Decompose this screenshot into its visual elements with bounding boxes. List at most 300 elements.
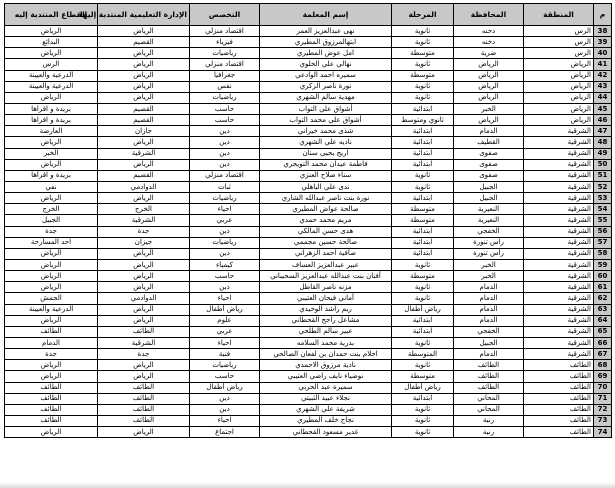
row-number-cell: 56 [594,226,612,237]
table-cell: حاسب [190,371,260,382]
table-cell: ثانوية [392,259,454,270]
table-cell: حاسب [190,103,260,114]
row-number-cell: 59 [594,259,612,270]
table-cell: رياض أطفال [190,304,260,315]
table-cell: الطائف [98,393,190,404]
table-cell: الرياض [5,282,98,293]
table-cell: الرس [524,48,594,59]
row-number-cell: 67 [594,349,612,360]
table-cell: الطائف [524,393,594,404]
table-cell: الخرج [98,204,190,215]
row-number-cell: 54 [594,204,612,215]
table-cell: الرياض [5,48,98,59]
table-cell: القصيم [98,170,190,181]
table-cell: سميرة عبد الحربي [260,382,392,393]
table-cell: عربي [190,326,260,337]
table-cell: الطائف [524,371,594,382]
table-cell: القطيف [454,137,524,148]
table-row [5,204,612,215]
table-cell: ابتدائية [392,326,454,337]
table-cell: الطائف [5,326,98,337]
table-cell: فنية [190,349,260,360]
table-cell: الدرعية والعيينة [5,81,98,92]
table-cell: متوسطة [392,371,454,382]
row-number-cell: 65 [594,326,612,337]
table-cell: الدمام [454,349,524,360]
table-cell: متوسطة [392,70,454,81]
table-cell: جدة [98,226,190,237]
table-cell: رياضيات [190,360,260,371]
table-cell: الجمش [5,293,98,304]
table-cell: الشرقية [524,304,594,315]
table-cell: الدرعية والعيينة [5,70,98,81]
table-cell: الرياض [454,70,524,81]
table-cell: احياء [190,337,260,348]
table-cell: الرياض [524,103,594,114]
table-row [5,304,612,315]
table-row [5,148,612,159]
row-number-cell: 41 [594,59,612,70]
row-number-cell: 55 [594,215,612,226]
table-cell: الرياض [98,48,190,59]
table-cell: الطائف [454,371,524,382]
table-row [5,393,612,404]
table-cell: ثانوية [392,360,454,371]
table-cell: الشرقية [524,204,594,215]
table-cell: الشرقية [524,337,594,348]
table-cell: فيزياء [190,37,260,48]
row-number-cell: 71 [594,393,612,404]
table-cell: الشرقية [524,193,594,204]
table-cell: راس تنورة [454,237,524,248]
table-cell: الخبر [454,259,524,270]
table-cell: الشرقية [524,137,594,148]
table-row [5,248,612,259]
table-cell: جدة [5,349,98,360]
table-cell: جدة [5,226,98,237]
table-row [5,415,612,426]
table-cell: الشرقية [524,315,594,326]
table-cell: الرياض [98,427,190,438]
table-cell: سميره احمد الوادعي [260,70,392,81]
table-cell: صالحة حسين مجممي [260,237,392,248]
table-cell: الطائف [98,326,190,337]
table-cell: الطائف [454,360,524,371]
table-cell: حاسب [190,115,260,126]
table-cell: ابتدائية [392,103,454,114]
table-cell: الرياض [98,159,190,170]
row-number-cell: 48 [594,137,612,148]
column-header: المحافظة [454,4,524,26]
table-cell: دين [190,226,260,237]
table-row [5,271,612,282]
table-cell: الطائف [5,382,98,393]
table-cell: احياء [190,204,260,215]
table-cell: ثانوية [392,337,454,348]
table-cell: الطائف [524,404,594,415]
row-number-cell: 49 [594,148,612,159]
table-cell: ابتهالمرزوق المطيري [260,37,392,48]
column-header: المرحلة [392,4,454,26]
table-cell: اقتصاد منزلي [190,26,260,37]
table-cell: الرس [524,26,594,37]
table-cell: الرياض [454,115,524,126]
row-number-cell: 73 [594,415,612,426]
table-cell: الطائف [5,393,98,404]
table-cell: مشاعل راجح القحطاني [260,315,392,326]
table-cell: الرياض [5,360,98,371]
table-row [5,226,612,237]
table-row [5,92,612,103]
table-cell: الجبيل [454,181,524,192]
table-cell: ثانوية [392,427,454,438]
table-cell: دخنه [454,26,524,37]
table-cell: هدى حسن المالكي [260,226,392,237]
table-cell: الرياض [5,92,98,103]
column-header: الإدارة التعليمية المنتدبة إليها [98,4,190,26]
row-number-cell: 47 [594,126,612,137]
table-cell: دين [190,159,260,170]
table-cell: الشرقية [524,181,594,192]
table-cell: النعيرية [454,204,524,215]
table-cell: دين [190,148,260,159]
table-cell: امل عوض المطيري [260,48,392,59]
table-cell: ابتدائية [392,137,454,148]
table-row [5,382,612,393]
table-cell: الطائف [524,382,594,393]
table-cell: ضرية [454,48,524,59]
page-edge [0,482,615,488]
row-number-cell: 50 [594,159,612,170]
table-cell: الخفجي [454,326,524,337]
table-cell: الرياض [5,193,98,204]
table-cell: ابتدائية [392,126,454,137]
table-cell: الشرقية [524,148,594,159]
table-cell: رياض أطفال [190,382,260,393]
table-cell: نجاح خلف المطيري [260,415,392,426]
table-cell: الرياض [98,371,190,382]
table-cell: اقتصاد منزلي [190,59,260,70]
table-cell: جيزان [98,237,190,248]
table-cell: جدة [98,349,190,360]
table-cell: المحاني [454,404,524,415]
table-cell: دين [190,404,260,415]
table-cell: نهالي علي الخلوي [260,59,392,70]
table-cell: الشرقية [524,226,594,237]
table-cell: الخفجي [454,226,524,237]
table-cell: شريفة علي الشهري [260,404,392,415]
teachers-table [4,3,612,438]
table-cell: ثانوية [392,92,454,103]
table-row [5,170,612,181]
table-row [5,404,612,415]
table-cell: الشرقية [98,337,190,348]
table-cell: صفوى [454,148,524,159]
table-row [5,159,612,170]
table-cell: عربي [190,215,260,226]
row-number-cell: 60 [594,271,612,282]
row-number-cell: 70 [594,382,612,393]
table-cell: الطائف [524,415,594,426]
table-cell: اريج يحيى سنان [260,148,392,159]
table-cell: مريم محمد حمدي [260,215,392,226]
table-cell: الرس [524,37,594,48]
table-cell: ثانوية [392,293,454,304]
table-cell: متوسطة [392,204,454,215]
table-cell: الشرقية [98,215,190,226]
column-header: إسم المعلمة [260,4,392,26]
row-number-cell: 66 [594,337,612,348]
table-row [5,349,612,360]
table-cell: الدرعية والعيينة [5,304,98,315]
table-cell: الخبر [454,271,524,282]
table-cell: الدوادمي [98,293,190,304]
table-cell: الرياض [524,70,594,81]
table-cell: الرياض [98,304,190,315]
table-cell: ابتدائية [392,193,454,204]
table-cell: دين [190,248,260,259]
table-cell: الطائف [98,404,190,415]
table-cell: احلام بنت حمدان بن لفعان الصالحي [260,349,392,360]
table-cell: نفي [5,181,98,192]
table-cell: الرياض [98,59,190,70]
table-cell: الطائف [454,382,524,393]
table-cell: احد المسارحة [5,237,98,248]
table-cell: الرياض [524,92,594,103]
table-cell: غدير مسعود القحطاني [260,427,392,438]
table-cell: نهى عبدالعزيز العمر [260,26,392,37]
table-cell: الرياض [98,193,190,204]
table-cell: رياض أطفال [392,382,454,393]
row-number-cell: 58 [594,248,612,259]
table-cell: أشواق علي التواب [260,103,392,114]
table-cell: الجبيل [5,215,98,226]
row-number-cell: 61 [594,282,612,293]
row-number-cell: 52 [594,181,612,192]
table-row [5,81,612,92]
table-cell: أفنان بنت عبدالله عبدالعزيز السحيباني [260,271,392,282]
table-cell: الطائف [524,427,594,438]
table-cell: دين [190,137,260,148]
table-cell: ريم راشد الوحيدي [260,304,392,315]
table-cell: رياضيات [190,237,260,248]
column-header: التخصص [190,4,260,26]
table-cell: عبير عبدالعزيز العساف [260,259,392,270]
row-number-cell: 40 [594,48,612,59]
table-row [5,137,612,148]
table-cell: بريدة و اقراها [5,103,98,114]
table-cell: ثبات [190,181,260,192]
table-cell: الشرقية [524,271,594,282]
table-row [5,427,612,438]
table-cell: الطائف [524,360,594,371]
table-cell: ناديه علي الشهري [260,137,392,148]
table-cell: دين [190,282,260,293]
table-cell: دين [190,393,260,404]
table-cell: ابتدائية [392,148,454,159]
table-cell: الرياض [98,259,190,270]
row-number-cell: 63 [594,304,612,315]
table-cell: الرياض [98,282,190,293]
table-row [5,126,612,137]
table-cell: ثانوية [392,26,454,37]
table-cell: صافية احمد الزهراني [260,248,392,259]
table-cell: الرياض [454,92,524,103]
table-cell: الشرقية [524,237,594,248]
table-cell: العارضة [5,126,98,137]
column-header: م [594,4,612,26]
table-row [5,282,612,293]
row-number-cell: 42 [594,70,612,81]
table-cell: نجلاء عبيد الثبيتي [260,393,392,404]
table-cell: كيمياء [190,259,260,270]
table-cell: الرياض [5,248,98,259]
table-cell: الرياض [5,371,98,382]
table-cell: الجبيل [454,337,524,348]
table-cell: أماني فيحان العتيبي [260,293,392,304]
table-cell: الرياض [5,427,98,438]
table-cell: متوسطة [392,215,454,226]
table-cell: الرياض [98,360,190,371]
table-cell: ابتدائية [392,159,454,170]
table-cell: علوم [190,315,260,326]
table-cell: الشرقية [524,293,594,304]
table-cell: متوسطة [392,48,454,59]
table-cell: الخبر [5,148,98,159]
table-cell: ثانوية [392,81,454,92]
table-row [5,360,612,371]
table-cell: الدمام [5,337,98,348]
table-cell: الدمام [454,126,524,137]
table-cell: نفس [190,81,260,92]
table-cell: الرياض [98,70,190,81]
table-cell: الرياض [5,137,98,148]
table-cell: الشرقية [524,170,594,181]
table-cell: الطائف [5,404,98,415]
table-cell: ثانوية [392,282,454,293]
table-row [5,193,612,204]
table-cell: البدائع [5,37,98,48]
table-cell: ابتدائية [392,226,454,237]
table-cell: الرياض [5,26,98,37]
table-cell: القصيم [98,37,190,48]
table-cell: بريدة و اقراها [5,170,98,181]
table-row [5,259,612,270]
table-row [5,70,612,81]
table-cell: رنية [454,427,524,438]
table-cell: مزنه ناصر القاطل [260,282,392,293]
table-cell: الرياض [98,248,190,259]
table-cell: متوسطة [392,271,454,282]
table-cell: الشرقية [524,259,594,270]
table-cell: الرياض [98,271,190,282]
table-cell: صفوى [454,159,524,170]
row-number-cell: 68 [594,360,612,371]
table-cell: الشرقية [524,282,594,293]
table-cell: نورة بنت ناصر عبدالله الشاري [260,193,392,204]
table-body [5,26,612,438]
table-cell: الرس [5,59,98,70]
table-row [5,115,612,126]
table-cell: عبير سالم الطلحي [260,326,392,337]
table-cell: ابتدائية [392,393,454,404]
table-cell: احياء [190,293,260,304]
table-cell: رياضيات [190,92,260,103]
table-cell: رياضيات [190,48,260,59]
table-cell: بريدة و اقراها [5,115,98,126]
table-row [5,26,612,37]
table-cell: الطائف [98,415,190,426]
table-cell: الرياض [98,81,190,92]
table-cell: الرياض [98,26,190,37]
table-cell: الشرقية [98,148,190,159]
row-number-cell: 74 [594,427,612,438]
table-row [5,237,612,248]
table-cell: نوضياء نايف راضي العتيبي [260,371,392,382]
table-cell: مهدية سالم الشهري [260,92,392,103]
table-cell: الرياض [5,271,98,282]
table-cell: الرياض [98,92,190,103]
table-cell: اجتماع [190,427,260,438]
table-cell: الشرقية [524,349,594,360]
table-row [5,59,612,70]
table-cell: ثانوية [392,181,454,192]
table-row [5,181,612,192]
table-cell: رياضيات [190,193,260,204]
table-cell: رنية [454,415,524,426]
table-cell: شذى محمد خيراني [260,126,392,137]
table-cell: الشرقية [524,326,594,337]
table-cell: الدمام [454,315,524,326]
row-number-cell: 64 [594,315,612,326]
table-cell: حاسب [190,271,260,282]
table-cell: الدمام [454,293,524,304]
table-row [5,315,612,326]
table-cell: صفوى [454,170,524,181]
table-cell: الشرقية [524,248,594,259]
table-cell: الرياض [98,137,190,148]
row-number-cell: 69 [594,371,612,382]
table-cell: الشرقية [524,215,594,226]
table-cell: الجبيل [454,193,524,204]
table-cell: اقتصاد منزلي [190,170,260,181]
table-cell: الرياض [524,115,594,126]
table-cell: ثانوي ومتوسط [392,115,454,126]
row-number-cell: 44 [594,92,612,103]
table-row [5,103,612,114]
table-cell: الشرقية [524,159,594,170]
table-row [5,215,612,226]
table-cell: راس تنورة [454,248,524,259]
row-number-cell: 57 [594,237,612,248]
row-number-cell: 53 [594,193,612,204]
row-number-cell: 38 [594,26,612,37]
teachers-table-sheet [4,3,611,438]
table-header-row [5,4,612,26]
row-number-cell: 72 [594,404,612,415]
table-cell: ابتدائية [392,315,454,326]
table-cell: ندى علي الباهلي [260,181,392,192]
table-cell: ثانوية [392,37,454,48]
table-cell: الدمام [454,304,524,315]
table-cell: بدرية محمد السلامه [260,337,392,348]
row-number-cell: 39 [594,37,612,48]
table-cell: أشواق علي محمد التواب [260,115,392,126]
table-cell: الخرج [5,204,98,215]
table-cell: الدوادمي [98,181,190,192]
row-number-cell: 45 [594,103,612,114]
table-row [5,326,612,337]
